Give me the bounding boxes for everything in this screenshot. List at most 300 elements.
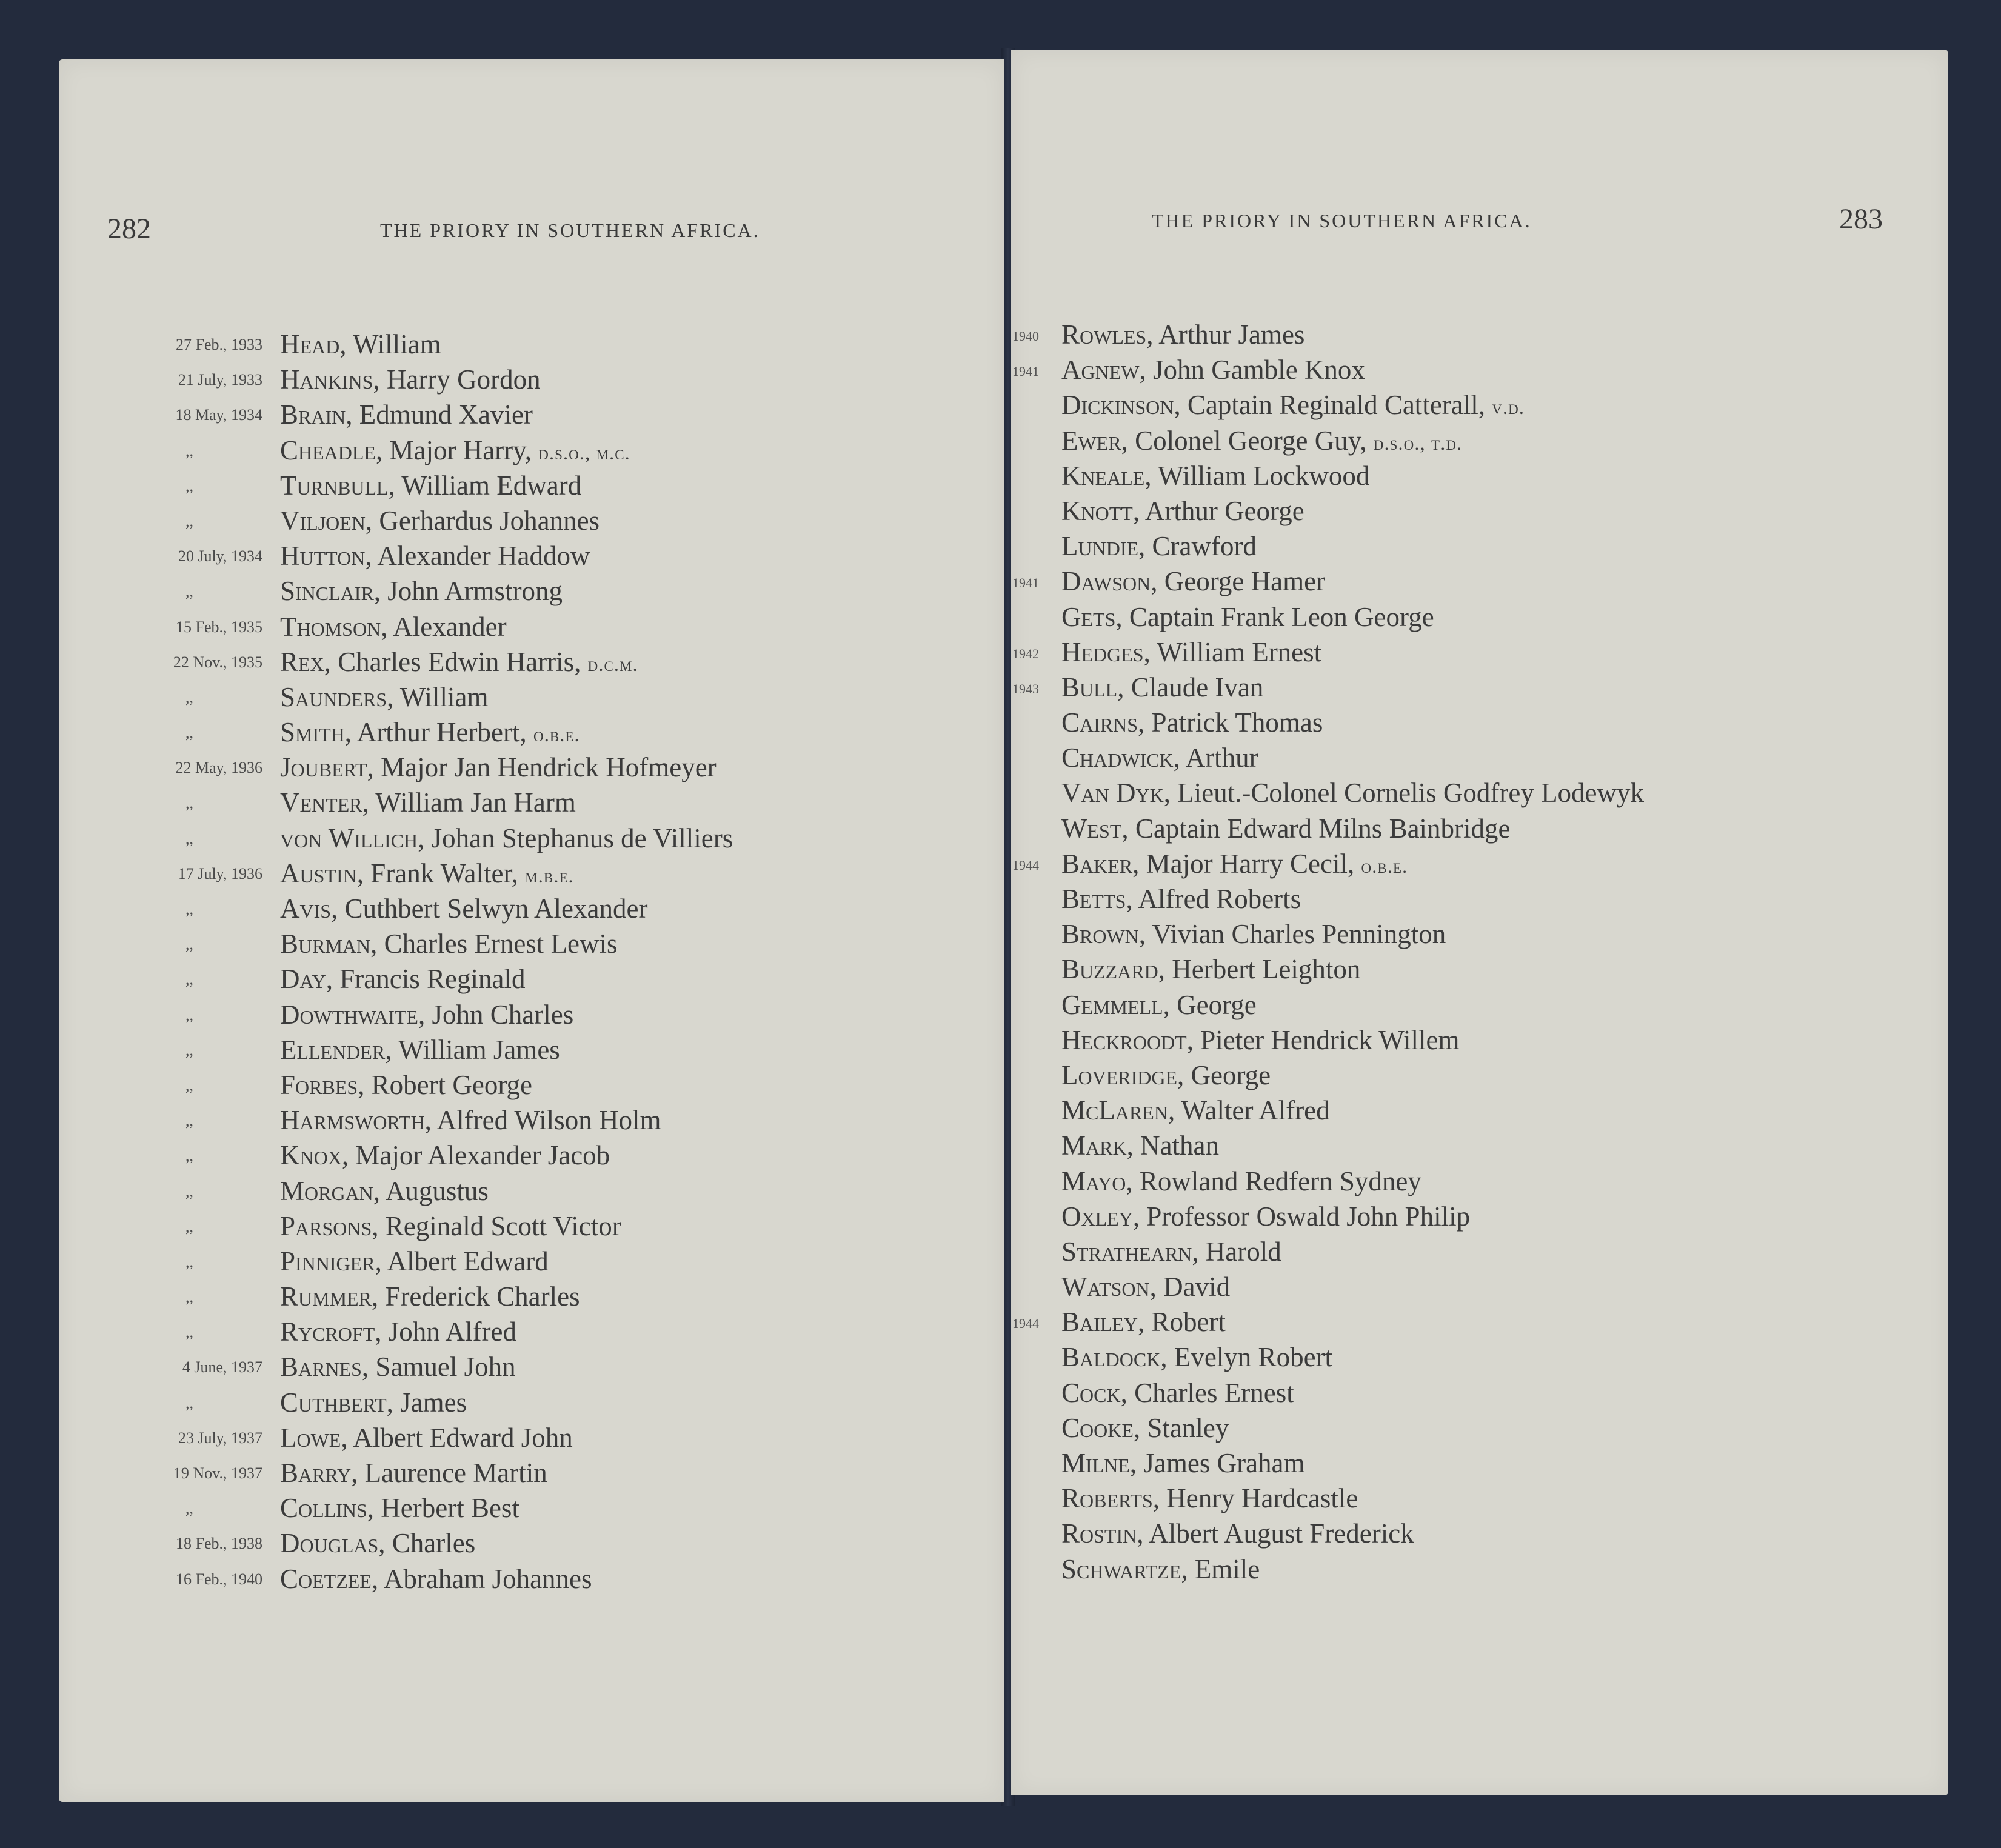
member-name: Cheadle, Major Harry, d.s.o., m.c. (280, 435, 630, 465)
given-names: Albert Edward (387, 1246, 549, 1276)
given-names: William Ernest (1157, 636, 1322, 667)
member-name: Roberts, Henry Hardcastle (1061, 1483, 1358, 1514)
list-item (59, 1209, 1004, 1244)
given-names: Charles Ernest (1134, 1377, 1294, 1408)
given-names: Alexander Haddow (377, 541, 590, 572)
honours: o.b.e. (1361, 855, 1408, 878)
surname: Hankins (280, 364, 373, 395)
list-item (1011, 1093, 1948, 1129)
member-name: McLaren, Walter Alfred (1061, 1095, 1330, 1126)
right-page (1011, 50, 1948, 1795)
member-name: Brain, Edmund Xavier (280, 399, 533, 430)
given-names: George (1177, 989, 1257, 1020)
given-names: Professor Oswald John Philip (1146, 1201, 1471, 1232)
margin-date: 1944 (1012, 1316, 1039, 1332)
given-names: Robert (1151, 1307, 1226, 1338)
given-names: Major Harry, (389, 435, 532, 465)
member-name: Knott, Arthur George (1061, 495, 1304, 526)
ditto-mark: ,, (185, 829, 193, 847)
member-name: Thomson, Alexander (280, 611, 507, 642)
surname: Kneale (1061, 460, 1145, 491)
ditto-mark: ,, (185, 1006, 193, 1024)
entry-date: 21 July, 1933 (178, 371, 262, 389)
surname: Bull (1061, 672, 1118, 702)
list-item (59, 1174, 1004, 1209)
list-item (1011, 564, 1948, 599)
given-names: Major Harry Cecil, (1146, 848, 1355, 879)
running-head: THE PRIORY IN SOUTHERN AFRICA. (380, 219, 760, 241)
member-name: West, Captain Edward Milns Bainbridge (1061, 813, 1511, 844)
surname: Parsons (280, 1210, 372, 1241)
entry-date: 17 July, 1936 (178, 864, 262, 882)
ditto-mark: ,, (185, 1147, 193, 1165)
surname: Barnes (280, 1352, 362, 1383)
entry-date: 27 Feb., 1933 (176, 336, 262, 353)
given-names: John Alfred (388, 1316, 516, 1347)
member-name: Brown, Vivian Charles Pennington (1061, 919, 1446, 950)
ditto-mark: ,, (185, 794, 193, 812)
member-name: Austin, Frank Walter, m.b.e. (280, 858, 574, 889)
given-names: John Armstrong (387, 576, 563, 607)
given-names: Abraham Johannes (383, 1563, 592, 1594)
given-names: Arthur (1185, 742, 1258, 773)
member-name: Mark, Nathan (1061, 1130, 1220, 1161)
ditto-mark: ,, (185, 1323, 193, 1341)
given-names: Henry Hardcastle (1166, 1483, 1358, 1514)
given-names: Alfred Wilson Holm (436, 1105, 661, 1136)
given-names: Rowland Redfern Sydney (1139, 1166, 1421, 1196)
member-name: Betts, Alfred Roberts (1061, 884, 1301, 914)
member-name: Oxley, Professor Oswald John Philip (1061, 1201, 1471, 1232)
entry-date: 18 May, 1934 (175, 406, 262, 424)
list-item (59, 1456, 1004, 1491)
surname: Turnbull (280, 470, 389, 501)
surname: Mark (1061, 1130, 1127, 1161)
member-name: Baldock, Evelyn Robert (1061, 1342, 1333, 1373)
surname: Knott (1061, 495, 1133, 526)
ditto-mark: ,, (185, 1112, 193, 1130)
given-names: Gerhardus Johannes (379, 505, 600, 536)
entry-date: 23 July, 1937 (178, 1429, 262, 1447)
member-name: Collins, Herbert Best (280, 1493, 519, 1524)
member-name: Turnbull, William Edward (280, 470, 582, 501)
surname: Roberts (1061, 1483, 1153, 1514)
member-name: Saunders, William (280, 681, 489, 712)
list-item (59, 1279, 1004, 1315)
ditto-mark: ,, (185, 476, 193, 495)
given-names: Captain Reginald Catterall, (1187, 390, 1486, 421)
ditto-mark: ,, (185, 1393, 193, 1412)
ditto-mark: ,, (185, 1041, 193, 1059)
surname: Joubert (280, 752, 367, 783)
given-names: Alfred Roberts (1138, 884, 1301, 914)
list-item (1011, 1305, 1948, 1340)
list-item (1011, 529, 1948, 564)
member-name: Loveridge, George (1061, 1059, 1271, 1090)
list-item (1011, 776, 1948, 811)
surname: Bailey (1061, 1307, 1138, 1338)
given-names: Vivian Charles Pennington (1152, 919, 1446, 950)
given-names: William Lockwood (1158, 460, 1370, 491)
surname: Chadwick (1061, 742, 1174, 773)
list-item (1011, 1340, 1948, 1375)
surname: Cheadle (280, 435, 376, 465)
member-name: Douglas, Charles (280, 1528, 476, 1559)
list-item (1011, 1270, 1948, 1305)
member-name: Viljoen, Gerhardus Johannes (280, 505, 600, 536)
list-item (59, 1491, 1004, 1526)
member-name: Barry, Laurence Martin (280, 1458, 547, 1488)
list-item (1011, 1376, 1948, 1411)
surname: Hutton (280, 541, 366, 572)
member-name: Avis, Cuthbert Selwyn Alexander (280, 893, 648, 924)
surname: Saunders (280, 681, 387, 712)
given-names: Augustus (385, 1175, 489, 1206)
given-names: George Hamer (1164, 566, 1326, 597)
given-names: Major Alexander Jacob (355, 1140, 610, 1171)
member-name: Buzzard, Herbert Leighton (1061, 954, 1361, 985)
surname: Rummer (280, 1281, 372, 1312)
surname: Heckroodt (1061, 1024, 1187, 1055)
given-names: Herbert Best (381, 1493, 519, 1524)
surname: Rostin (1061, 1518, 1137, 1549)
member-name: Lowe, Albert Edward John (280, 1422, 573, 1453)
list-item (1011, 459, 1948, 494)
list-item (59, 786, 1004, 821)
given-names: Laurence Martin (364, 1458, 547, 1488)
surname: West (1061, 813, 1122, 844)
surname: Brain (280, 399, 346, 430)
member-name: Lundie, Crawford (1061, 531, 1257, 562)
member-name: Morgan, Augustus (280, 1175, 489, 1206)
list-item (1011, 882, 1948, 917)
surname: Day (280, 964, 326, 995)
surname: Harmsworth (280, 1105, 425, 1136)
margin-date: 1941 (1012, 575, 1039, 591)
surname: Baldock (1061, 1342, 1161, 1373)
given-names: Harry Gordon (386, 364, 541, 395)
surname: Cairns (1061, 707, 1138, 738)
member-name: Ewer, Colonel George Guy, d.s.o., t.d. (1061, 425, 1463, 456)
ditto-mark: ,, (185, 441, 193, 459)
given-names: Captain Edward Milns Bainbridge (1135, 813, 1511, 844)
entry-date: 19 Nov., 1937 (173, 1464, 262, 1482)
given-names: Claude Ivan (1131, 672, 1264, 702)
margin-date: 1940 (1012, 329, 1039, 344)
given-names: Reginald Scott Victor (385, 1210, 621, 1241)
list-item (59, 645, 1004, 680)
surname: Morgan (280, 1175, 373, 1206)
ditto-mark: ,, (185, 688, 193, 706)
given-names: Walter Alfred (1181, 1095, 1330, 1126)
list-item (1011, 670, 1948, 706)
left-page-header (59, 211, 1004, 247)
ditto-mark: ,, (185, 1288, 193, 1306)
given-names: Cuthbert Selwyn Alexander (344, 893, 648, 924)
entry-date: 18 Feb., 1938 (176, 1535, 262, 1553)
member-name: von Willich, Johan Stephanus de Villiers (280, 822, 733, 853)
list-item (1011, 1235, 1948, 1270)
surname: Baker (1061, 848, 1133, 879)
member-name: Joubert, Major Jan Hendrick Hofmeyer (280, 752, 717, 783)
page-number: 282 (107, 213, 151, 245)
member-name: Dickinson, Captain Reginald Catterall, v.d. (1061, 390, 1525, 421)
surname: Sinclair (280, 576, 374, 607)
member-name: Gemmell, George (1061, 989, 1257, 1020)
surname: Loveridge (1061, 1059, 1178, 1090)
entry-date: 20 July, 1934 (178, 547, 262, 565)
given-names: William Jan Harm (375, 787, 576, 818)
list-item (1011, 388, 1948, 423)
given-names: Lieut.-Colonel Cornelis Godfrey Lodewyk (1177, 778, 1645, 809)
surname: Mayo (1061, 1166, 1126, 1196)
given-names: Arthur George (1144, 495, 1304, 526)
member-name: Agnew, John Gamble Knox (1061, 355, 1365, 385)
list-item (59, 1315, 1004, 1350)
list-item (59, 1068, 1004, 1103)
member-name: Hedges, William Ernest (1061, 636, 1322, 667)
member-name: Milne, James Graham (1061, 1448, 1305, 1478)
list-item (1011, 424, 1948, 459)
member-name: Rycroft, John Alfred (280, 1316, 516, 1347)
ditto-mark: ,, (185, 1252, 193, 1270)
list-item (59, 998, 1004, 1033)
member-name: Strathearn, Harold (1061, 1236, 1281, 1267)
member-name: Kneale, William Lockwood (1061, 460, 1370, 491)
list-item (1011, 1023, 1948, 1058)
entry-date: 22 May, 1936 (175, 759, 262, 777)
list-item (59, 1350, 1004, 1385)
given-names: Arthur Herbert, (356, 717, 527, 748)
list-item (1011, 917, 1948, 952)
ditto-mark: ,, (185, 1076, 193, 1094)
surname: Rycroft (280, 1316, 375, 1347)
surname: Head (280, 329, 340, 359)
list-item (1011, 847, 1948, 882)
entry-date: 16 Feb., 1940 (176, 1570, 262, 1588)
surname: von Willich (280, 822, 418, 853)
member-name: Van Dyk, Lieut.-Colonel Cornelis Godfrey Lodewyk (1061, 778, 1645, 809)
entry-date: 22 Nov., 1935 (173, 653, 262, 671)
surname: Dowthwaite (280, 999, 418, 1030)
honours: m.b.e. (525, 865, 574, 887)
list-item (59, 1386, 1004, 1421)
given-names: Patrick Thomas (1151, 707, 1323, 738)
surname: Austin (280, 858, 357, 889)
list-item (1011, 1446, 1948, 1481)
honours: d.s.o., t.d. (1373, 432, 1463, 455)
member-name: Gets, Captain Frank Leon George (1061, 601, 1434, 632)
member-name: Baker, Major Harry Cecil, o.b.e. (1061, 848, 1408, 879)
given-names: James (400, 1387, 467, 1418)
member-name: Bailey, Robert (1061, 1307, 1226, 1338)
member-name: Barnes, Samuel John (280, 1352, 516, 1383)
right-page-header (1011, 201, 1948, 238)
given-names: Frederick Charles (385, 1281, 580, 1312)
left-page (59, 59, 1004, 1802)
running-head: THE PRIORY IN SOUTHERN AFRICA. (1152, 210, 1532, 232)
given-names: Harold (1205, 1236, 1281, 1267)
given-names: Colonel George Guy, (1135, 425, 1367, 456)
given-names: Charles Edwin Harris, (338, 646, 581, 677)
list-item (1011, 494, 1948, 529)
given-names: William James (398, 1034, 560, 1065)
given-names: George (1191, 1059, 1271, 1090)
list-item (1011, 318, 1948, 353)
given-names: Nathan (1140, 1130, 1220, 1161)
given-names: Major Jan Hendrick Hofmeyer (381, 752, 717, 783)
list-item (59, 1526, 1004, 1561)
surname: Buzzard (1061, 954, 1158, 985)
given-names: Emile (1194, 1553, 1260, 1584)
given-names: Pieter Hendrick Willem (1200, 1024, 1460, 1055)
surname: Avis (280, 893, 332, 924)
surname: Schwartze (1061, 1553, 1181, 1584)
list-item (59, 1103, 1004, 1138)
margin-date: 1943 (1012, 681, 1039, 696)
surname: Burman (280, 929, 371, 959)
list-item (1011, 1058, 1948, 1093)
given-names: Charles (392, 1528, 476, 1559)
member-name: Watson, David (1061, 1272, 1231, 1303)
member-name: Rostin, Albert August Frederick (1061, 1518, 1414, 1549)
surname: Rowles (1061, 319, 1147, 350)
list-item (59, 539, 1004, 574)
list-item (1011, 600, 1948, 635)
given-names: John Gamble Knox (1152, 355, 1365, 385)
member-name: Forbes, Robert George (280, 1069, 533, 1100)
given-names: James Graham (1143, 1448, 1305, 1478)
given-names: David (1163, 1272, 1231, 1303)
ditto-mark: ,, (185, 582, 193, 601)
given-names: William (352, 329, 441, 359)
list-item (59, 398, 1004, 433)
list-item (59, 469, 1004, 504)
member-name: Rowles, Arthur James (1061, 319, 1305, 350)
surname: Barry (280, 1458, 352, 1488)
entry-list (1011, 318, 1948, 1587)
surname: Viljoen (280, 505, 366, 536)
list-item (59, 680, 1004, 715)
page-number: 283 (1839, 203, 1883, 235)
surname: Collins (280, 1493, 367, 1524)
given-names: Charles Ernest Lewis (384, 929, 618, 959)
given-names: Robert George (371, 1069, 533, 1100)
given-names: Captain Frank Leon George (1129, 601, 1434, 632)
member-name: Rex, Charles Edwin Harris, d.c.m. (280, 646, 638, 677)
surname: Douglas (280, 1528, 379, 1559)
ditto-mark: ,, (185, 900, 193, 918)
given-names: Johan Stephanus de Villiers (431, 822, 733, 853)
ditto-mark: ,, (185, 1182, 193, 1200)
member-name: Mayo, Rowland Redfern Sydney (1061, 1166, 1421, 1196)
margin-date: 1942 (1012, 645, 1039, 661)
given-names: Crawford (1152, 531, 1257, 562)
surname: Smith (280, 717, 345, 748)
given-names: Albert Edward John (353, 1422, 573, 1453)
surname: Gemmell (1061, 989, 1163, 1020)
list-item (59, 1562, 1004, 1597)
honours: v.d. (1492, 397, 1525, 419)
surname: Gets (1061, 601, 1116, 632)
member-name: Schwartze, Emile (1061, 1553, 1260, 1584)
given-names: Alexander (393, 611, 507, 642)
list-item (1011, 706, 1948, 741)
member-name: Cuthbert, James (280, 1387, 467, 1418)
ditto-mark: ,, (185, 1499, 193, 1518)
list-item (59, 362, 1004, 398)
list-item (59, 1033, 1004, 1068)
list-item (1011, 1129, 1948, 1164)
member-name: Venter, William Jan Harm (280, 787, 576, 818)
entry-list (59, 327, 1004, 1597)
surname: McLaren (1061, 1095, 1168, 1126)
surname: Milne (1061, 1448, 1130, 1478)
surname: Ewer (1061, 425, 1121, 456)
surname: Venter (280, 787, 362, 818)
given-names: Francis Reginald (339, 964, 526, 995)
margin-date: 1941 (1012, 364, 1039, 379)
member-name: Hutton, Alexander Haddow (280, 541, 590, 572)
member-name: Dawson, George Hamer (1061, 566, 1326, 597)
given-names: Arthur James (1158, 319, 1305, 350)
given-names: William Edward (401, 470, 582, 501)
list-item (1011, 1164, 1948, 1199)
member-name: Coetzee, Abraham Johannes (280, 1563, 592, 1594)
member-name: Parsons, Reginald Scott Victor (280, 1210, 621, 1241)
list-item (1011, 952, 1948, 987)
list-item (59, 962, 1004, 997)
surname: Agnew (1061, 355, 1140, 385)
ditto-mark: ,, (185, 935, 193, 953)
list-item (59, 927, 1004, 962)
list-item (59, 750, 1004, 786)
list-item (59, 1421, 1004, 1456)
list-item (59, 821, 1004, 856)
member-name: Smith, Arthur Herbert, o.b.e. (280, 717, 580, 748)
member-name: Bull, Claude Ivan (1061, 672, 1264, 702)
surname: Oxley (1061, 1201, 1133, 1232)
ditto-mark: ,, (185, 970, 193, 989)
member-name: Rummer, Frederick Charles (280, 1281, 580, 1312)
member-name: Pinniger, Albert Edward (280, 1246, 549, 1276)
member-name: Cooke, Stanley (1061, 1412, 1229, 1443)
surname: Cuthbert (280, 1387, 387, 1418)
list-item (59, 327, 1004, 362)
entry-date: 15 Feb., 1935 (176, 618, 262, 636)
surname: Pinniger (280, 1246, 375, 1276)
list-item (1011, 1516, 1948, 1552)
list-item (59, 1244, 1004, 1279)
member-name: Cairns, Patrick Thomas (1061, 707, 1323, 738)
member-name: Dowthwaite, John Charles (280, 999, 574, 1030)
given-names: Albert August Frederick (1149, 1518, 1414, 1549)
surname: Dawson (1061, 566, 1151, 597)
margin-date: 1944 (1012, 857, 1039, 873)
honours: o.b.e. (533, 724, 580, 747)
list-item (1011, 635, 1948, 670)
given-names: Frank Walter, (370, 858, 518, 889)
list-item (1011, 1552, 1948, 1587)
list-item (1011, 1481, 1948, 1516)
surname: Rex (280, 646, 324, 677)
list-item (59, 574, 1004, 609)
surname: Forbes (280, 1069, 358, 1100)
given-names: Stanley (1147, 1412, 1229, 1443)
honours: d.s.o., m.c. (538, 442, 630, 464)
surname: Van Dyk (1061, 778, 1164, 809)
list-item (1011, 353, 1948, 388)
